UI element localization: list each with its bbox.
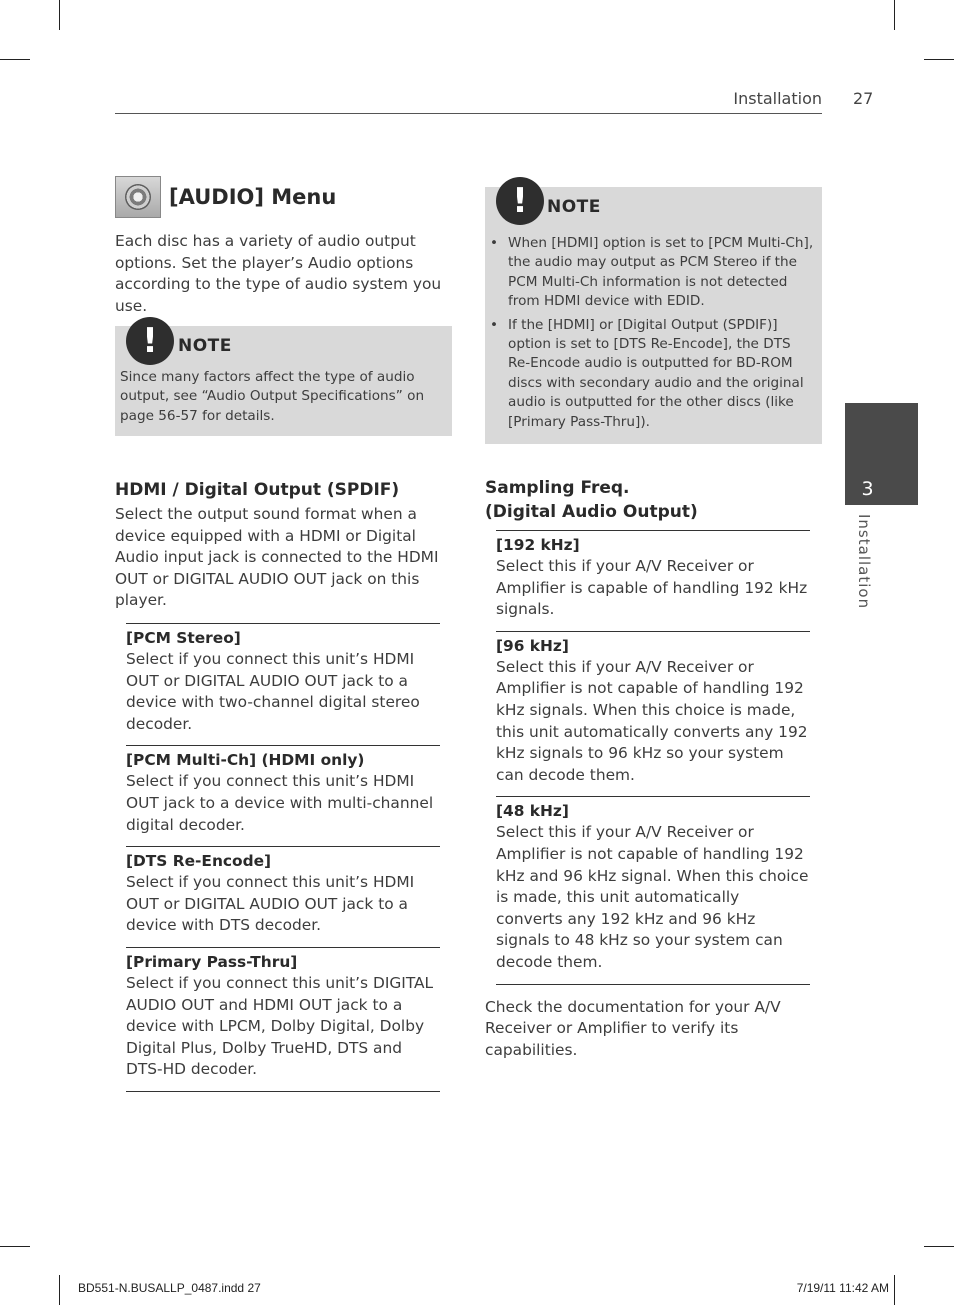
- audio-menu-title: [AUDIO] Menu: [169, 185, 337, 209]
- option-desc: Select if you connect this unit’s HDMI OUT or DIGITAL AUDIO OUT jack to a device with DTS decoder.: [126, 873, 415, 935]
- chapter-tab-label: Installation: [855, 514, 873, 610]
- note-label: NOTE: [547, 197, 601, 217]
- left-column: [115, 176, 455, 317]
- crop-mark: [59, 1275, 60, 1305]
- option-desc: Select if you connect this unit’s DIGITAL AUDIO OUT and HDMI OUT jack to a device with LPCM, Dolby Digital, Dolby Digital Plus, Dolby TrueHD, DTS and DTS-HD decoder.: [126, 973, 434, 1079]
- exclamation-icon: !: [126, 317, 174, 365]
- note-box-right: [485, 181, 822, 444]
- sampling-options: [496, 530, 810, 985]
- hdmi-section: [115, 478, 455, 1092]
- note-bullet: • When [HDMI] option is set to [PCM Multi-Ch], the audio may output as PCM Stereo if the PCM Multi-Ch information is not detected from HDMI device with EDID.: [485, 234, 817, 312]
- option-desc: Select this if your A/V Receiver or Amplifier is capable of handling 192 kHz signals.: [496, 557, 808, 619]
- sampling-heading-line1: Sampling Freq.: [485, 478, 630, 498]
- exclamation-icon: !: [496, 177, 544, 225]
- hdmi-section-heading: HDMI / Digital Output (SPDIF): [115, 480, 400, 500]
- speaker-icon: [115, 176, 161, 218]
- option-title: [Primary Pass-Thru]: [126, 952, 298, 971]
- option-title: [48 kHz]: [496, 802, 569, 821]
- crop-mark: [0, 1246, 30, 1247]
- option-item: [126, 623, 440, 745]
- note-label: NOTE: [178, 336, 232, 356]
- option-item: [496, 796, 810, 984]
- option-title: [PCM Multi-Ch] (HDMI only): [126, 751, 365, 770]
- sampling-section: [485, 476, 825, 1061]
- sampling-closing: Check the documentation for your A/V Receiver or Amplifier to verify its capabilities.: [485, 997, 781, 1059]
- sampling-heading-line2: (Digital Audio Output): [485, 502, 698, 522]
- option-item: [126, 947, 440, 1092]
- option-desc: Select this if your A/V Receiver or Amplifier is not capable of handling 192 kHz and 96 kHz signal. When this choice is made, this unit automatically converts any 192 kHz and 96 kHz signals to 48 kHz so your system can decode them.: [496, 823, 809, 971]
- footer-file: BD551-N.BUSALLP_0487.indd 27: [78, 1281, 261, 1295]
- option-title: [192 kHz]: [496, 536, 580, 554]
- header-section-title: Installation: [733, 89, 822, 108]
- option-desc: Select this if your A/V Receiver or Amplifier is not capable of handling 192 kHz signals. When this choice is made, this unit automatically converts any 192 kHz signals to 96 kHz so your system can decode them.: [496, 657, 808, 784]
- crop-mark: [894, 1275, 895, 1305]
- note-bullet: • If the [HDMI] or [Digital Output (SPDIF)] option is set to [DTS Re-Encode], the DTS Re-Encode audio is outputted for BD-ROM discs with secondary audio and the original audio is outputted for the other discs (like [Primary Pass-Thru]).: [485, 316, 817, 432]
- note-box-left: [115, 321, 452, 436]
- option-title: [96 kHz]: [496, 636, 569, 655]
- header-rule: [115, 113, 822, 114]
- page-number: 27: [853, 89, 874, 108]
- crop-mark: [924, 59, 954, 60]
- audio-menu-intro: Each disc has a variety of audio output options. Set the player’s Audio options according to the type of audio system you use.: [115, 232, 442, 315]
- note-right-list: [485, 234, 817, 436]
- crop-mark: [59, 0, 60, 30]
- crop-mark: [924, 1246, 954, 1247]
- crop-mark: [894, 0, 895, 30]
- note-left-text: Since many factors affect the type of audio output, see “Audio Output Specifications” on page 56-57 for details.: [120, 369, 425, 424]
- hdmi-section-intro: Select the output sound format when a device equipped with a HDMI or Digital Audio input jack is connected to the HDMI OUT or DIGITAL AUDIO OUT jack on this player.: [115, 505, 439, 610]
- option-title: [DTS Re-Encode]: [126, 852, 272, 871]
- option-item: [126, 846, 440, 947]
- option-item: [496, 631, 810, 797]
- option-item: [126, 745, 440, 846]
- hdmi-options: [126, 623, 440, 1092]
- option-item: [496, 530, 810, 631]
- option-title: [PCM Stereo]: [126, 628, 241, 647]
- option-desc: Select if you connect this unit’s HDMI OUT or DIGITAL AUDIO OUT jack to a device with two-channel digital stereo decoder.: [126, 649, 420, 733]
- chapter-number: 3: [861, 478, 874, 500]
- audio-menu-title-row: [115, 176, 455, 218]
- crop-mark: [0, 59, 30, 60]
- footer-timestamp: 7/19/11 11:42 AM: [796, 1281, 889, 1295]
- option-desc: Select if you connect this unit’s HDMI OUT jack to a device with multi-channel digital decoder.: [126, 772, 434, 834]
